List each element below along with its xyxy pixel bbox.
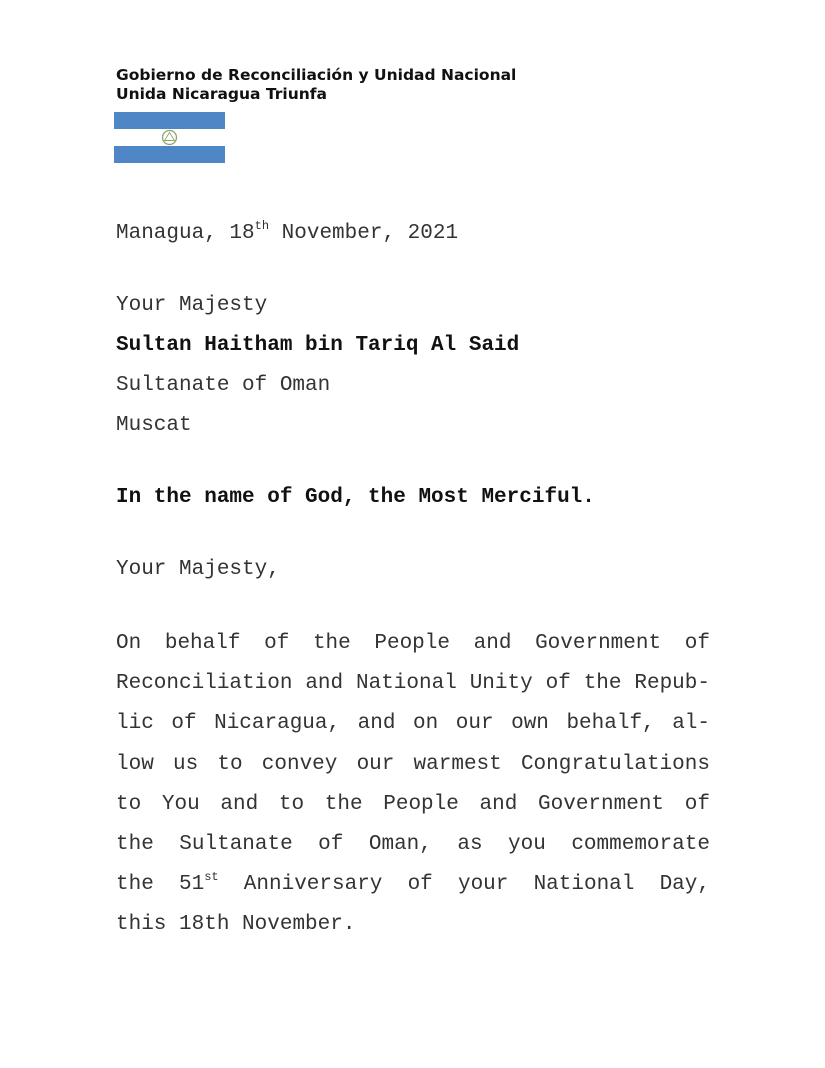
recipient-city: Muscat <box>116 414 192 437</box>
letterhead <box>116 66 516 104</box>
invocation: In the name of God, the Most Merciful. <box>116 486 595 509</box>
recipient-name: Sultan Haitham bin Tariq Al Said <box>116 334 520 357</box>
flag-white-stripe <box>114 129 225 146</box>
recipient-salutation: Your Majesty <box>116 294 268 317</box>
flag-blue-stripe-top <box>114 112 225 129</box>
letterhead-line2: Unida Nicaragua Triunfa <box>116 85 328 103</box>
paragraph-line: to You and to the People and Government of <box>116 792 710 816</box>
paragraph-line: the 51st Anniversary of your National Day, <box>116 870 710 897</box>
letter-date: Managua, 18th November, 2021 <box>116 219 459 245</box>
paragraph-line: On behalf of the People and Government of <box>116 632 710 655</box>
paragraph-line: low us to convey our warmest Congratulations <box>116 752 710 776</box>
paragraph-line: lic of Nicaragua, and on our own behalf, al- <box>116 712 710 736</box>
greeting: Your Majesty, <box>116 558 280 581</box>
nicaragua-flag-icon <box>114 112 225 163</box>
body-paragraph <box>116 630 710 952</box>
recipient-country: Sultanate of Oman <box>116 374 331 397</box>
letterhead-line1: Gobierno de Reconciliación y Unidad Nacional <box>116 66 517 84</box>
paragraph-line: Reconciliation and National Unity of the Repub- <box>116 672 710 696</box>
flag-blue-stripe-bottom <box>114 146 225 163</box>
paragraph-line: the Sultanate of Oman, as you commemorate <box>116 832 710 856</box>
paragraph-line: this 18th November. <box>116 913 356 937</box>
